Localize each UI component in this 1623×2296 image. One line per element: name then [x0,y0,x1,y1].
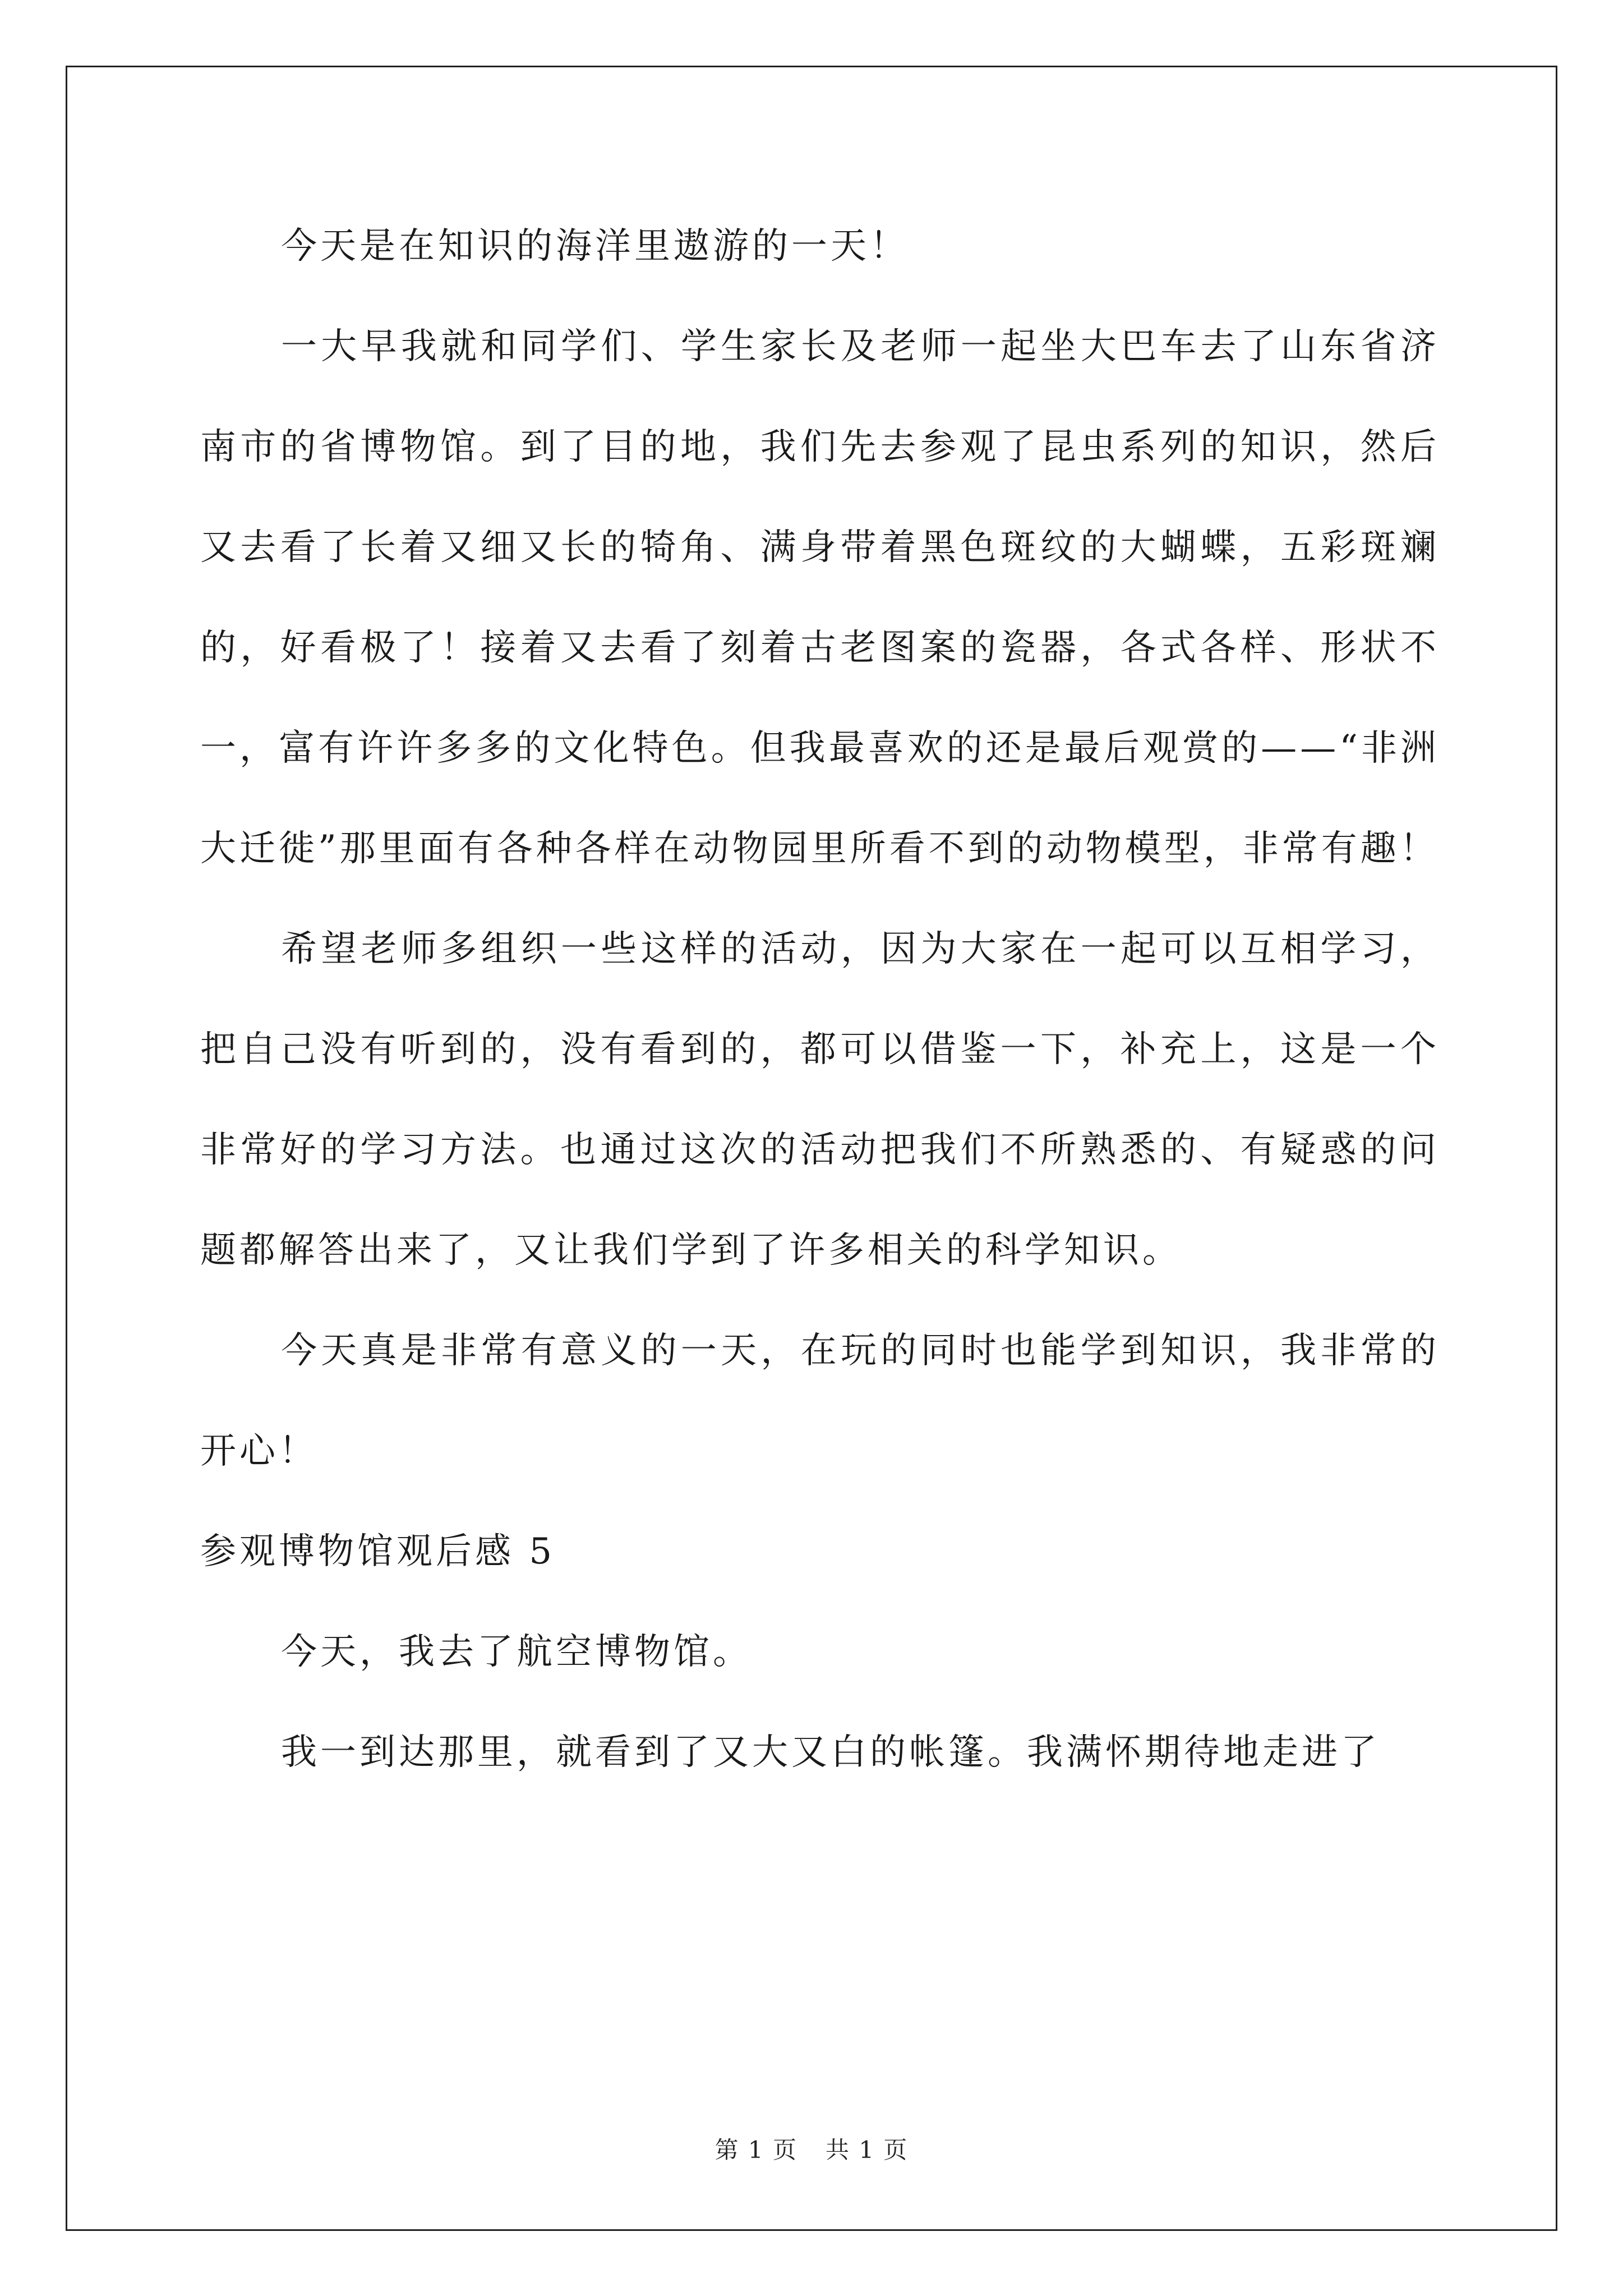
paragraph: 今天，我去了航空博物馆。 [281,1631,752,1673]
paragraph: 今天是在知识的海洋里遨游的一天！ [281,226,909,267]
page-total: 共 1 页 [826,2136,909,2164]
section-heading: 参观博物馆观后感 5 [200,1531,556,1572]
paragraph: 一大早我就和同学们、学生家长及老师一起坐大巴车去了山东省济南市的省博物馆。到了目的地，我们先去参观了昆虫系列的知识，然后又去看了长着又细又长的犄角、满身带着黑色斑纹的大蝴蝶，五彩斑斓的，好看极了！接着又去看了刻着古老图案的瓷器，各式各样、形状不一，富有许许多多的文化特色。但我最喜欢的还是最后观赏的——“非洲大迁徙”那里面有各种各样在动物园里所看不到的动物模型，非常有趣！ [200,326,1440,869]
page-number: 第 1 页 [714,2136,797,2164]
document-body [200,196,1440,1803]
paragraph: 我一到达那里，就看到了又大又白的帐篷。我满怀期待地走进了 [281,1732,1380,1773]
paragraph: 希望老师多组织一些这样的活动，因为大家在一起可以互相学习，把自己没有听到的，没有看到的，都可以借鉴一下，补充上，这是一个非常好的学习方法。也通过这次的活动把我们不所熟悉的、有疑惑的问题都解答出来了，又让我们学到了许多相关的科学知识。 [200,928,1440,1271]
page-footer [0,2132,1623,2165]
paragraph: 今天真是非常有意义的一天，在玩的同时也能学到知识，我非常的开心！ [200,1330,1440,1472]
